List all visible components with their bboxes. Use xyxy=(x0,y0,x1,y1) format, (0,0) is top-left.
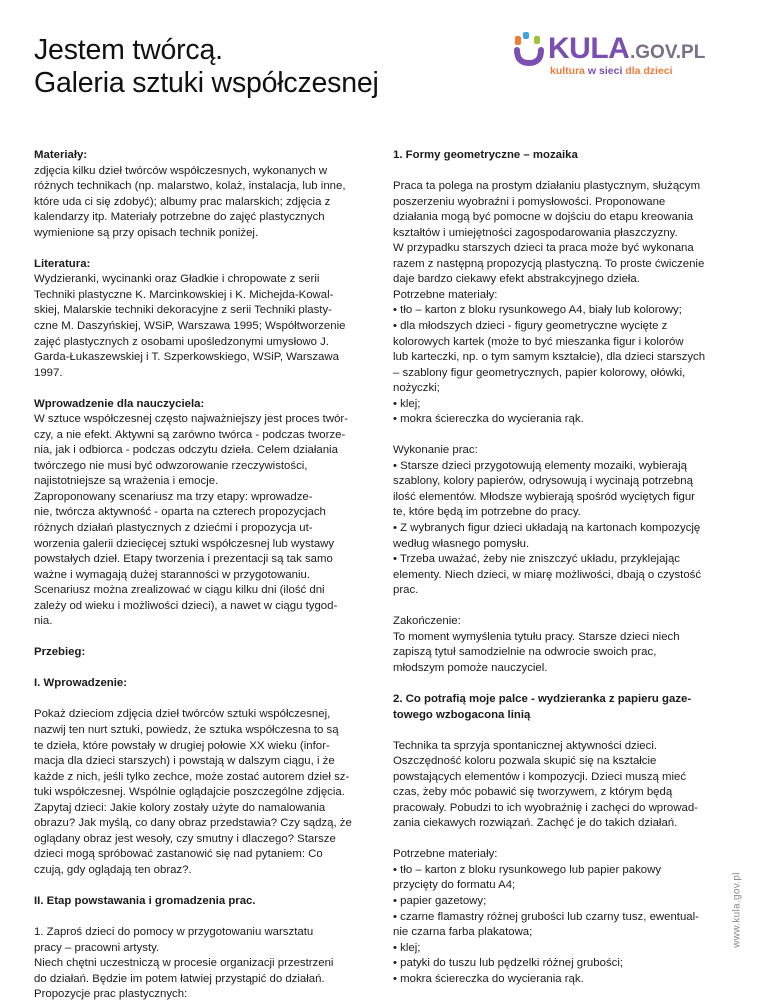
text-line: młodszym pomoże nauczyciel. xyxy=(393,661,548,674)
text-line: • Trzeba uważać, żeby nie zniszczyć układu, przyklejając xyxy=(393,553,680,566)
text-line: razem z następną propozycją plastyczną. To proste ćwiczenie xyxy=(393,257,705,270)
text-line: czne M. Daszyńskiej, WSiP, Warszawa 1995; Współtworzenie xyxy=(34,319,346,332)
text-line: • papier gazetowy; xyxy=(393,894,487,907)
text-line: • klej; xyxy=(393,397,421,410)
text-line: oglądany obraz jest wesoły, czy smutny i dlaczego? Starsze xyxy=(34,832,336,845)
task1-description xyxy=(393,179,725,428)
text-line: kształtów i umiejętności zagospodarowania płaszczyzny. xyxy=(393,226,678,239)
section2-text xyxy=(34,925,386,1003)
right-column xyxy=(393,148,725,987)
text-line: które uda ci się zdobyć); albumy prac malarskich; zdjęcia z xyxy=(34,195,331,208)
text-line: • tło – karton z bloku rysunkowego A4, biały lub kolorowy; xyxy=(393,304,682,317)
literature-text xyxy=(34,272,386,381)
text-line: nożyczki; xyxy=(393,382,440,395)
materials-heading: Materiały: xyxy=(34,149,88,161)
text-line: do działań. Będzie im potem łatwiej przystąpić do działań. xyxy=(34,972,325,985)
text-line: ważne i wymagają dużej staranności w przygotowaniu. xyxy=(34,568,311,581)
section1-text xyxy=(34,707,386,878)
kula-logo-icon xyxy=(512,30,546,70)
text-line: • patyki do tuszu lub pędzelki różnej grubości; xyxy=(393,957,624,970)
text-line: nia, jak i odbiorca - podczas odczytu dzieła. Celem działania xyxy=(34,444,338,457)
text-line: czują, gdy oglądają ten obraz?. xyxy=(34,863,192,876)
logo-tag-start: kultura xyxy=(550,65,586,77)
text-line: te dzieła, które powstały w drugiej połowie XX wieku (infor- xyxy=(34,739,330,752)
text-line: daje bardzo ciekawy efekt abstrakcyjnego dzieła. xyxy=(393,273,640,286)
text-line: nie czarna farba plakatowa; xyxy=(393,926,533,939)
text-line: Zaproponowany scenariusz ma trzy etapy: wprowadze- xyxy=(34,490,313,503)
section2-heading: II. Etap powstawania i gromadzenia prac. xyxy=(34,894,256,907)
przebieg-heading: Przebieg: xyxy=(34,646,86,659)
text-line: powstałych dzieł. Etapy tworzenia i prezentacji są tak samo xyxy=(34,553,333,566)
intro-heading: Wprowadzenie dla nauczyciela: xyxy=(34,397,205,410)
materials-text xyxy=(34,164,386,242)
text-line: czy, a nie efekt. Aktywni są zarówno twórca - podczas tworze- xyxy=(34,428,346,441)
literature-heading: Literatura: xyxy=(34,257,91,270)
text-line: nie, twórcza aktywność - oparta na czterech propozycjach xyxy=(34,506,326,519)
text-line: poszerzeniu wyobraźni i pomysłowości. Proponowane xyxy=(393,195,666,208)
text-line: ilość elementów. Młodsze wybierają spośród wyciętych figur xyxy=(393,490,695,503)
text-line: kolorowych kartek (może to być mieszanka figur i kolorów xyxy=(393,335,684,348)
text-line: dzieci mogą spróbować zastanowić się nad pytaniem: Co xyxy=(34,848,323,861)
text-line: lub karteczki, np. o tym samym kształcie), dla dzieci starszych xyxy=(393,351,706,364)
text-line: każde z nich, jeśli tylko zechce, może zostać autorem dzieł sz- xyxy=(34,770,350,783)
text-line: W przypadku starszych dzieci ta praca może być wykonana xyxy=(393,242,694,255)
logo-domain: .GOV.PL xyxy=(630,42,706,63)
text-line: zależy od wieku i możliwości dzieci), a nawet w ciągu tygod- xyxy=(34,599,338,612)
text-line: zania ciekawych rozwiązań. Zachęć je do takich działań. xyxy=(393,817,678,830)
text-line: nazwij ten nurt sztuki, powiedz, że sztuka współczesna to są xyxy=(34,724,339,736)
task1-ending xyxy=(393,614,725,676)
task1-execution xyxy=(393,443,725,598)
text-line: • mokra ściereczka do wycierania rąk. xyxy=(393,413,584,426)
text-line: najistotniejsze są wrażenia i emocje. xyxy=(34,475,219,488)
text-line: • Z wybranych figur dzieci układają na kartonach kompozycję xyxy=(393,522,701,535)
text-line: skiej, Malarskie techniki dekoracyjne z serii Techniki plasty- xyxy=(34,304,332,317)
text-line: Oszczędność koloru pozwala skupić się na kształcie xyxy=(393,755,657,768)
text-line: Praca ta polega na prostym działaniu plastycznym, służącym xyxy=(393,180,701,193)
text-line: zdjęcia kilku dzieł twórców współczesnych, wykonanych w xyxy=(34,164,328,177)
text-line: Wykonanie prac: xyxy=(393,444,478,457)
text-line: twórczego nie musi być odwzorowanie rzeczywistości, xyxy=(34,459,308,472)
task1-heading: 1. Formy geometryczne – mozaika xyxy=(393,149,578,161)
text-line: działania mogą być pomocne w dojściu do etapu kreowania xyxy=(393,211,694,224)
text-line: Wydzieranki, wycinanki oraz Gładkie i chropowate z serii xyxy=(34,273,320,286)
text-line: Zakończenie: xyxy=(393,615,461,628)
text-line: • mokra ściereczka do wycierania rąk. xyxy=(393,972,584,985)
text-line: szablony, kolory papierów, odrysowują i wycinają potrzebną xyxy=(393,475,693,488)
left-column xyxy=(34,148,386,1003)
page-title xyxy=(34,34,474,100)
task2-description xyxy=(393,739,725,832)
text-line: Pokaż dzieciom zdjęcia dzieł twórców sztuki współczesnej, xyxy=(34,708,331,721)
text-line: Potrzebne materiały: xyxy=(393,288,498,301)
logo-name: KULA xyxy=(548,32,630,65)
text-line: – szablony figur geometrycznych, papier kolorowy, ołówki, xyxy=(393,366,686,379)
text-line: prac. xyxy=(393,584,419,597)
text-line: Techniki plastyczne K. Marcinkowskiej i K. Michejda-Kowal- xyxy=(34,288,334,301)
text-line: zajęć plastycznych z osobami upośledzonymi umysłowo J. xyxy=(34,335,330,348)
text-line: według własnego pomysłu. xyxy=(393,537,530,550)
text-line: To moment wymyślenia tytułu pracy. Starsze dzieci niech xyxy=(393,630,680,643)
text-line: czas, żeby móc pobawić się tworzywem, z którym będą xyxy=(393,786,673,799)
text-line: Potrzebne materiały: xyxy=(393,848,498,861)
text-line: macja dla dzieci starszych) i powstają w dalszym ciągu, i że xyxy=(34,755,335,768)
text-line: wymienione są przy opisach technik poniżej. xyxy=(34,226,259,239)
title-line-1: Jestem twórcą. xyxy=(34,34,223,66)
text-line: Scenariusz można zrealizować w ciągu kilku dni (ilość dni xyxy=(34,584,325,597)
text-line: kalendarzy itp. Materiały potrzebne do zajęć plastycznych xyxy=(34,211,325,224)
text-line: • tło – karton z bloku rysunkowego lub papier pakowy xyxy=(393,863,662,876)
text-line: • Starsze dzieci przygotowują elementy mozaiki, wybierają xyxy=(393,459,687,472)
text-line: • klej; xyxy=(393,941,421,954)
intro-text xyxy=(34,412,386,630)
text-line: 1. Zaproś dzieci do pomocy w przygotowaniu warsztatu xyxy=(34,926,314,939)
text-line: • czarne flamastry różnej grubości lub czarny tusz, ewentual- xyxy=(393,910,699,923)
text-line: pracy – pracowni artysty. xyxy=(34,941,160,954)
text-line: Garda-Łukaszewskiej i T. Szperkowskiego, WSiP, Warszawa xyxy=(34,351,339,364)
text-line: Technika ta sprzyja spontanicznej aktywności dzieci. xyxy=(393,739,658,752)
text-line: 1997. xyxy=(34,366,63,379)
text-line: przycięty do formatu A4; xyxy=(393,879,516,892)
text-line: elementy. Niech dzieci, w miarę możliwości, dbają o czystość xyxy=(393,568,702,581)
title-line-2: Galeria sztuki współczesnej xyxy=(34,67,379,99)
task2-materials xyxy=(393,847,725,987)
section1-heading: I. Wprowadzenie: xyxy=(34,677,128,690)
text-line: worzenia galerii dziecięcej sztuki współczesnej lub wystawy xyxy=(34,537,335,550)
task2-heading xyxy=(393,692,725,723)
text-line: pracowały. Pobudzi to ich wyobraźnię i zachęci do wprowad- xyxy=(393,801,698,814)
text-line: 2. Co potrafią moje palce - wydzieranka z papieru gaze- xyxy=(393,692,692,705)
logo-tag-mid: w sieci xyxy=(585,65,626,77)
text-line: Niech chętni uczestniczą w procesie organizacji przestrzeni xyxy=(34,957,334,970)
text-line: Propozycje prac plastycznych: xyxy=(34,988,188,1001)
text-line: nia. xyxy=(34,615,53,628)
kula-logo[interactable] xyxy=(512,30,742,80)
sidebar-url xyxy=(730,850,744,970)
text-line: różnych działań plastycznych z dziećmi i propozycja ut- xyxy=(34,522,313,535)
sidebar-url-text: www.kula.gov.pl xyxy=(731,872,743,948)
logo-tagline xyxy=(550,65,673,77)
text-line: towego wzbogacona linią xyxy=(393,708,531,721)
text-line: różnych technikach (np. malarstwo, kolaż, instalacja, lub inne, xyxy=(34,180,346,193)
text-line: W sztuce współczesnej często najważniejszy jest proces twór- xyxy=(34,413,348,426)
text-line: te, które będą im potrzebne do pracy. xyxy=(393,506,581,519)
logo-tag-end: dla dzieci xyxy=(625,65,673,77)
text-line: tuki współczesnej. Wspólnie oglądajcie poszczególne zdjęcia. xyxy=(34,786,345,799)
text-line: powstających elementów i kompozycji. Dzieci muszą mieć xyxy=(393,770,687,783)
text-line: Zapytaj dzieci: Jakie kolory zostały użyte do namalowania xyxy=(34,801,326,814)
text-line: • dla młodszych dzieci - figury geometryczne wycięte z xyxy=(393,319,668,332)
text-line: zapiszą tytuł samodzielnie na odwrocie swoich prac, xyxy=(393,646,657,659)
text-line: obrazu? Jak myślą, co dany obraz przedstawia? Czy sądzą, że xyxy=(34,817,352,830)
